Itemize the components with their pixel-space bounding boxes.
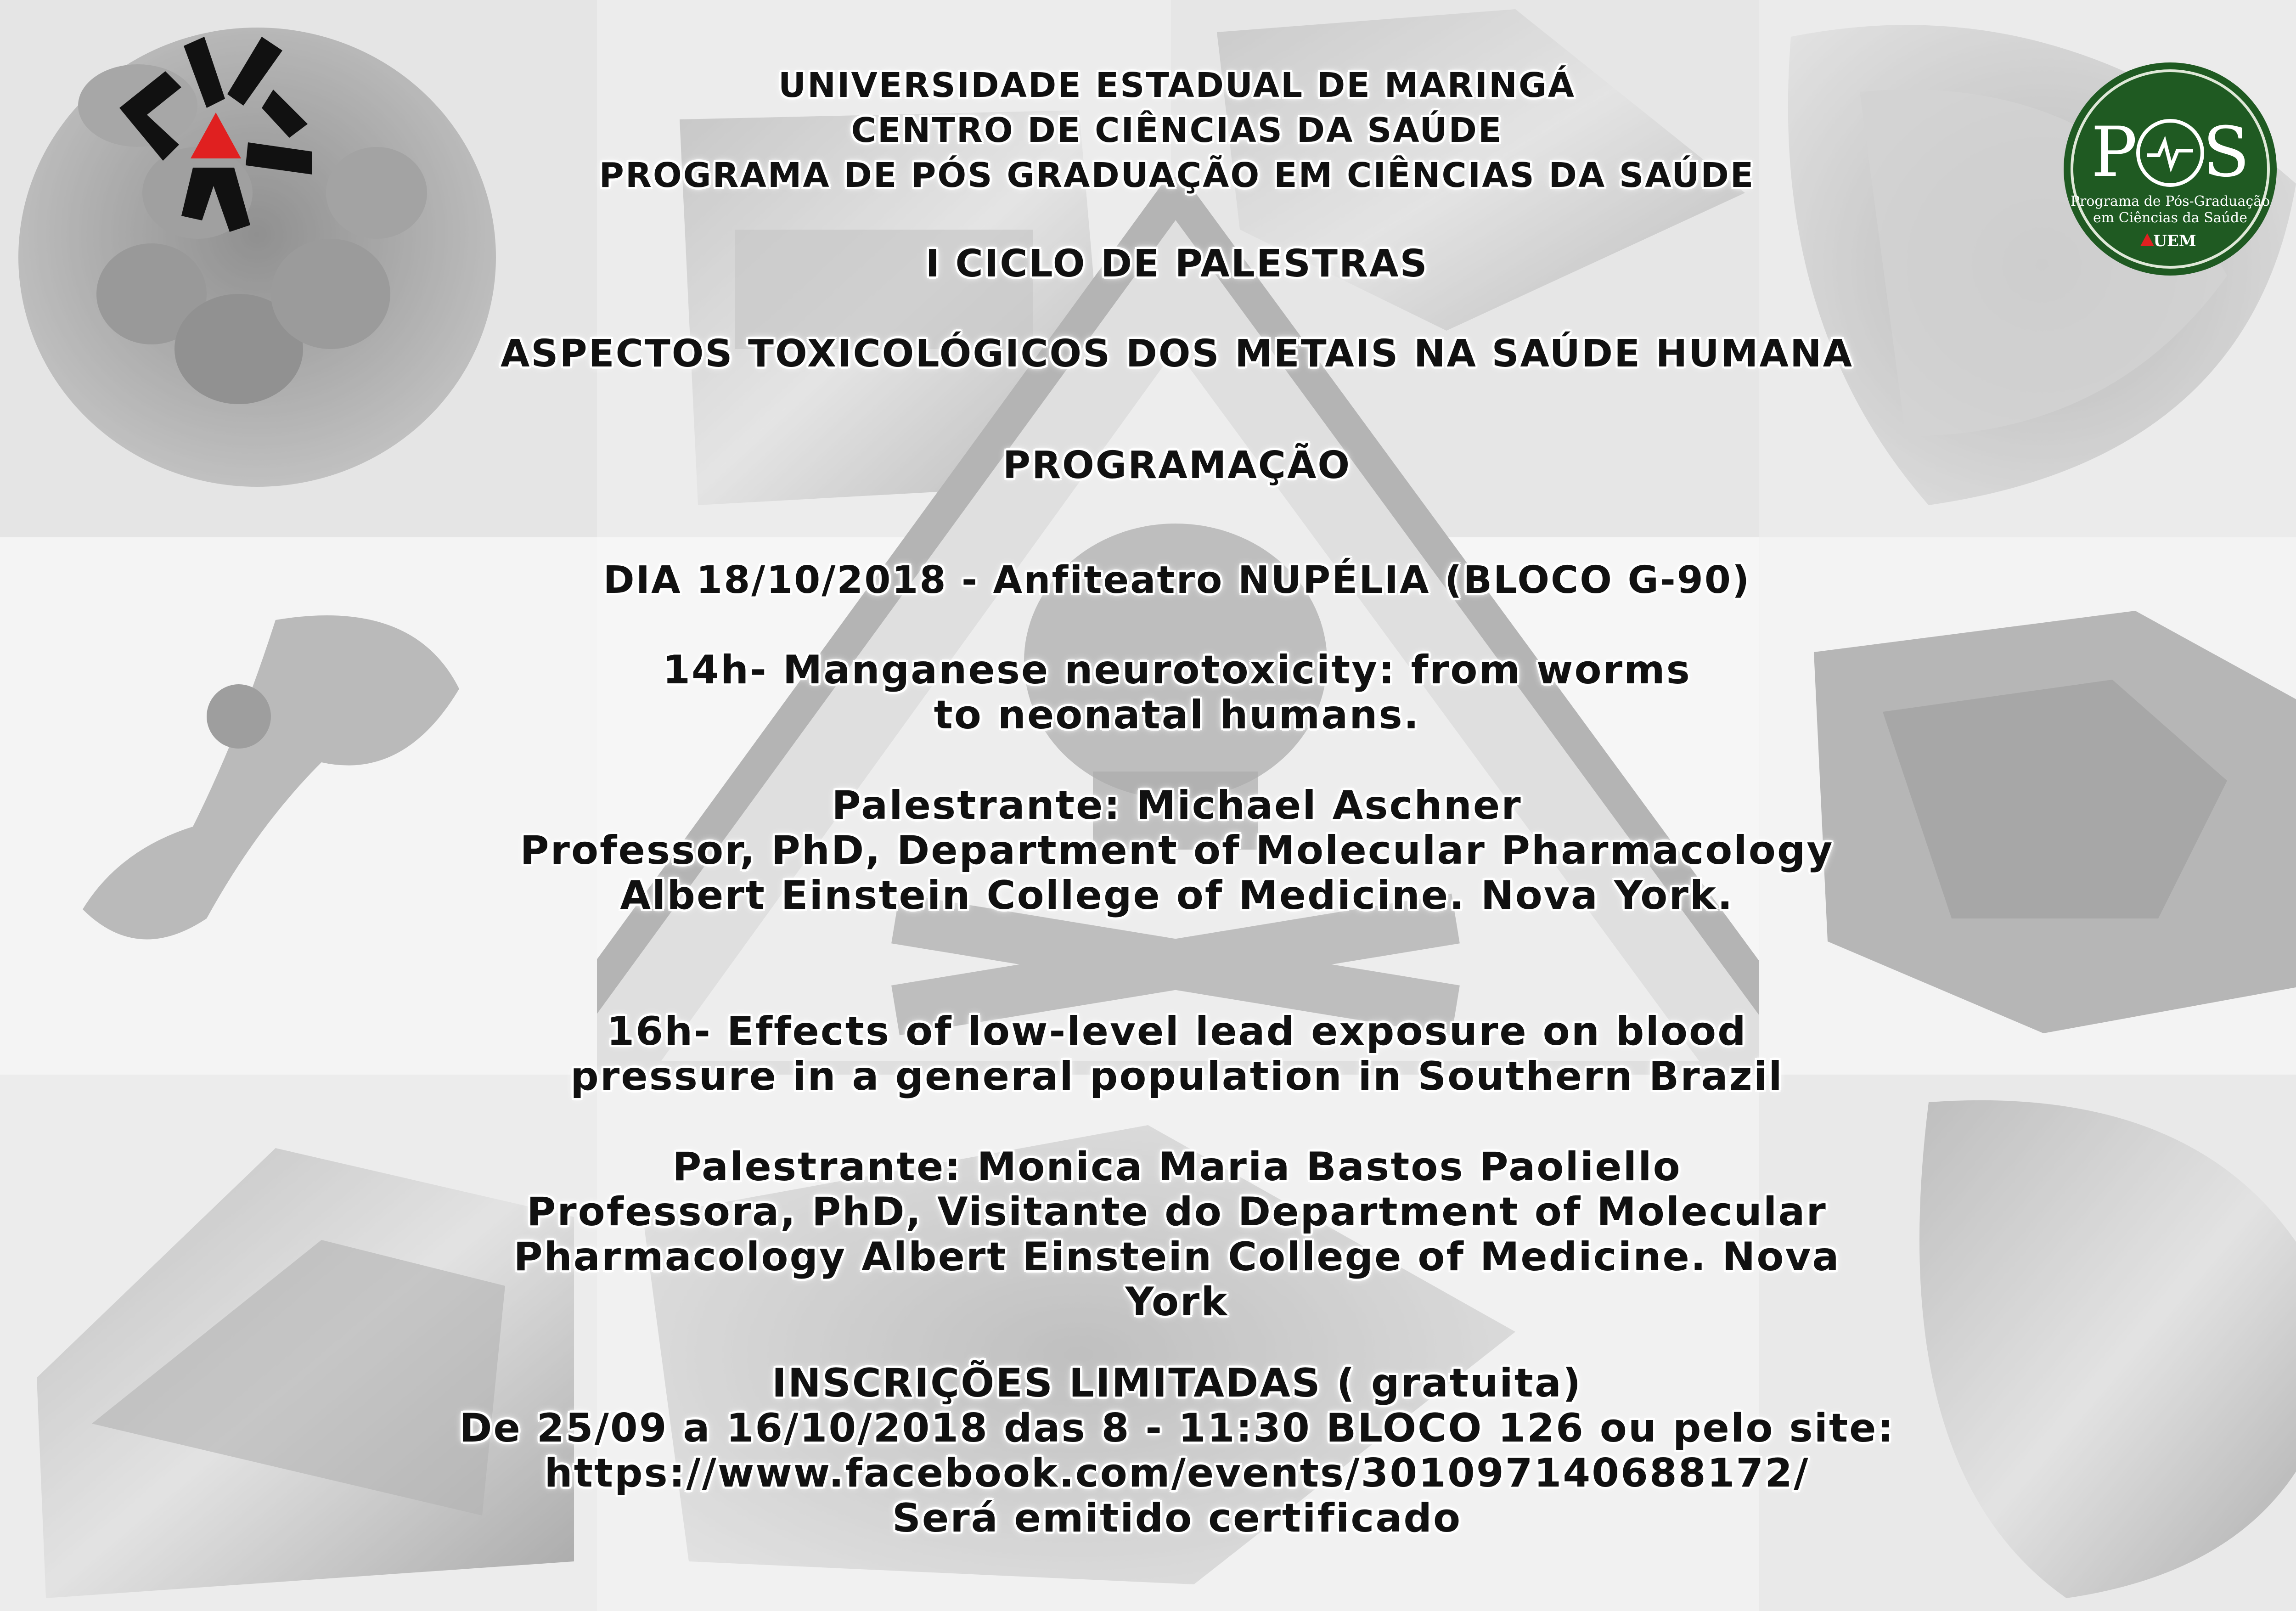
event-theme: ASPECTOS TOXICOLÓGICOS DOS METAIS NA SAÚDE HUMANA	[500, 332, 1854, 376]
talk1-title-line1: 14h- Manganese neurotoxicity: from worms	[663, 647, 1691, 693]
talk1-affiliation-line1: Professor, PhD, Department of Molecular Pharmacology	[520, 828, 1834, 873]
talk2-affiliation-line1: Professora, PhD, Visitante do Department of Molecular	[527, 1189, 1827, 1235]
talk2-affiliation-line2: Pharmacology Albert Einstein College of Medicine. Nova	[513, 1234, 1840, 1280]
pcs-logo-badge: UEM	[2153, 232, 2196, 250]
talk2-title-line2: pressure in a general population in Southern Brazil	[570, 1053, 1784, 1099]
talk1-speaker: Palestrante: Michael Aschner	[832, 783, 1522, 828]
pcs-logo-caption-line2: em Ciências da Saúde	[2093, 210, 2247, 226]
header-program: PROGRAMA DE PÓS GRADUAÇÃO EM CIÊNCIAS DA SAÚDE	[599, 156, 1755, 195]
talk1-affiliation-line2: Albert Einstein College of Medicine. Nova York.	[620, 873, 1734, 918]
talk2-title-line1: 16h- Effects of low-level lead exposure on blood	[607, 1008, 1747, 1054]
pcs-logo-caption-line1: Programa de Pós-Graduação	[2070, 193, 2270, 209]
program-heading: PROGRAMAÇÃO	[1002, 444, 1351, 487]
header-center: CENTRO DE CIÊNCIAS DA SAÚDE	[851, 111, 1503, 150]
certificate-note: Será emitido certificado	[892, 1495, 1462, 1541]
header-university: UNIVERSIDADE ESTADUAL DE MARINGÁ	[778, 66, 1576, 105]
registration-dates: De 25/09 a 16/10/2018 das 8 - 11:30 BLOCO 126 ou pelo site:	[459, 1405, 1895, 1451]
talk2-affiliation-line3: York	[1125, 1279, 1229, 1325]
talk2-speaker: Palestrante: Monica Maria Bastos Paoliello	[672, 1144, 1682, 1190]
registration-title: INSCRIÇÕES LIMITADAS ( gratuita)	[771, 1360, 1582, 1406]
talk1-title-line2: to neonatal humans.	[934, 692, 1420, 738]
registration-url[interactable]: https://www.facebook.com/events/301097140688172/	[544, 1450, 1810, 1496]
event-series-title: I CICLO DE PALESTRAS	[925, 242, 1429, 286]
pcs-logo-monogram-left: P	[2091, 113, 2138, 192]
date-venue: DIA 18/10/2018 - Anfiteatro NUPÉLIA (BLOCO G-90)	[603, 558, 1751, 602]
pcs-logo-monogram-right: S	[2202, 113, 2250, 192]
